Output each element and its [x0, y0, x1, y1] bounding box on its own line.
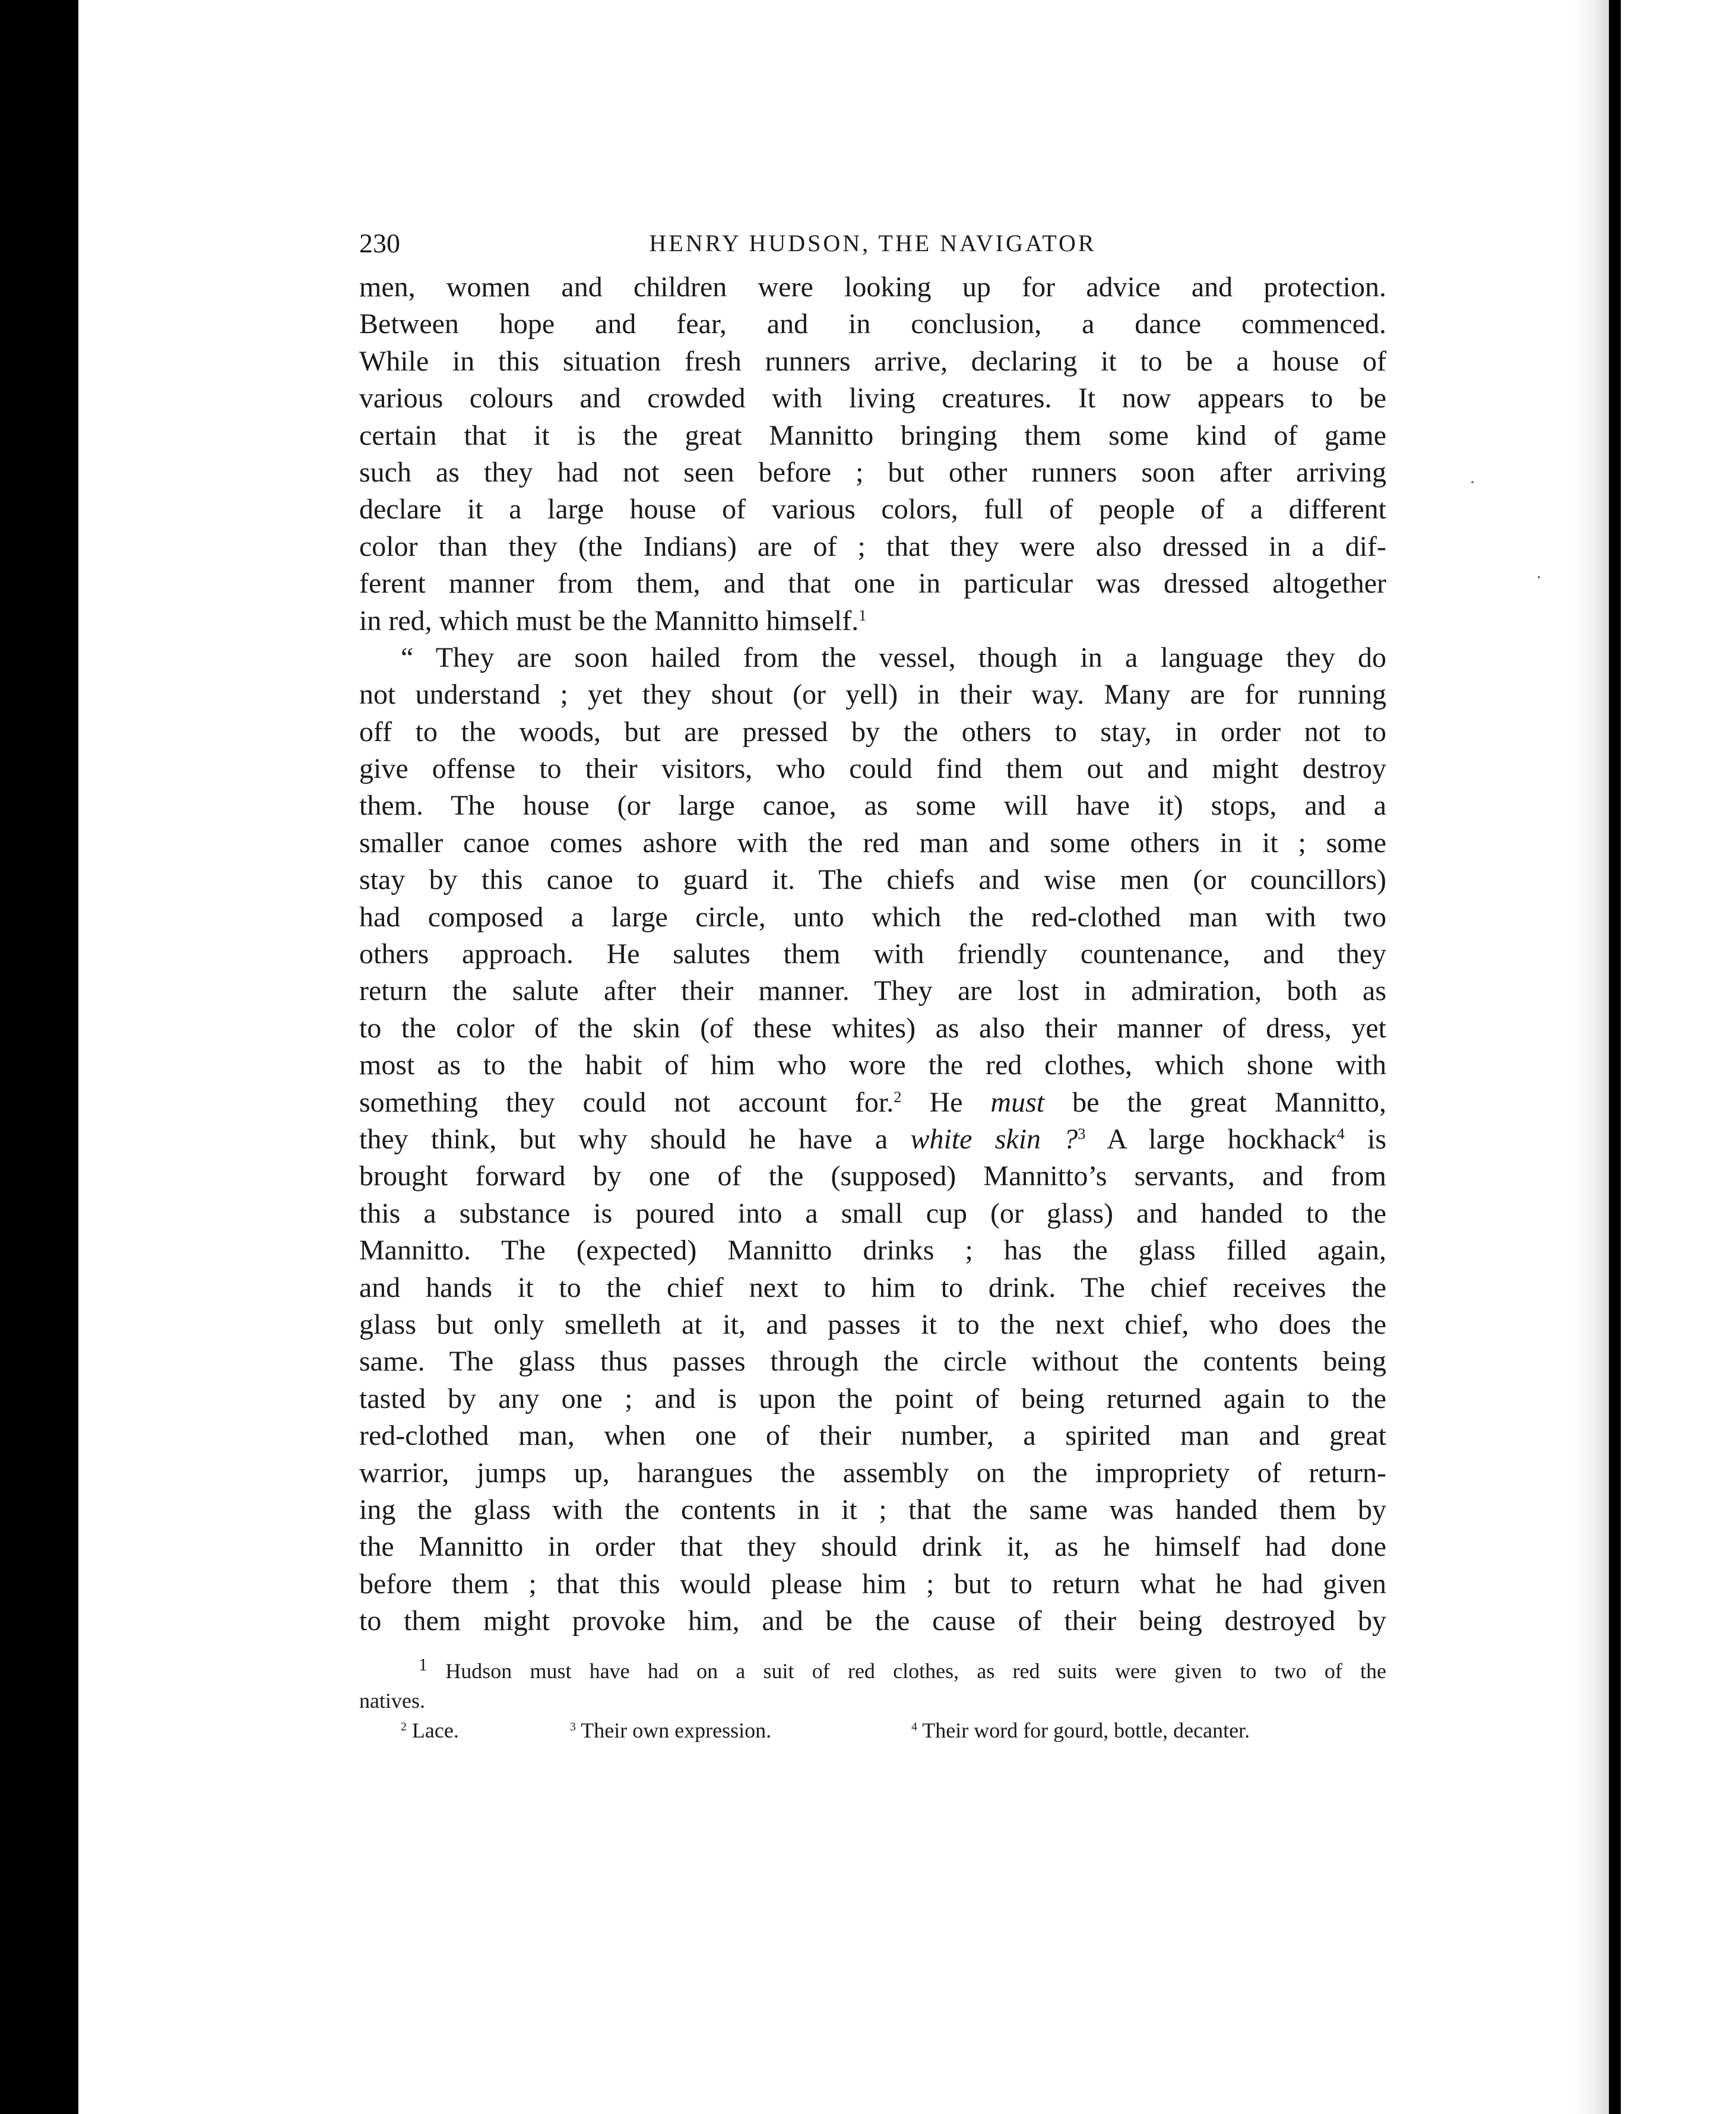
text-line-with-note — [359, 603, 1386, 640]
text-line: such as they had not seen before ; but other runners soon after arriving — [359, 456, 1386, 488]
text-line: Mannitto. The (expected) Mannitto drinks ; has the glass filled again, — [359, 1235, 1386, 1267]
text-line: men, women and children were looking up for advice and protection. — [359, 271, 1386, 303]
running-title: HENRY HUDSON, THE NAVIGATOR — [649, 230, 1097, 257]
footnote-text: Their word for gourd, bottle, decanter. — [922, 1719, 1250, 1743]
running-head — [359, 223, 1386, 264]
text-segment: something they could not account for. — [359, 1086, 894, 1118]
text-line: Between hope and fear, and in conclusion, a dance commenced. — [359, 308, 1386, 340]
footnote-2 — [401, 1716, 459, 1745]
italic-phrase: white skin ? — [910, 1123, 1078, 1155]
text-line: others approach. He salutes them with friendly countenance, and they — [359, 938, 1386, 970]
text-line: not understand ; yet they shout (or yell) in their way. Many are for running — [359, 679, 1386, 711]
text-line: red-clothed man, when one of their number, a spirited man and great — [359, 1420, 1386, 1452]
page-number: 230 — [359, 228, 400, 258]
footnote-1-continued: natives. — [359, 1689, 425, 1713]
text-line: warrior, jumps up, harangues the assembly on the impropriety of return- — [359, 1457, 1386, 1489]
text-line: to them might provoke him, and be the cause of their being destroyed by — [359, 1605, 1386, 1637]
text-line: certain that it is the great Mannitto bringing them some kind of game — [359, 419, 1386, 451]
text-line: before them ; that this would please him ; but to return what he had given — [359, 1568, 1386, 1600]
footnote-marker-4: 4 — [911, 1720, 917, 1734]
text-segment: in red, which must be the Mannitto himself. — [359, 605, 859, 637]
footnote-4 — [911, 1716, 1250, 1745]
footnote-ref-2: 2 — [894, 1087, 902, 1106]
text-line: them. The house (or large canoe, as some will have it) stops, and a — [359, 790, 1386, 822]
scan-speck — [1538, 576, 1540, 578]
footnote-marker-2: 2 — [401, 1720, 407, 1734]
text-line: brought forward by one of the (supposed) Mannitto’s servants, and from — [359, 1160, 1386, 1192]
text-line: had composed a large circle, unto which the red-clothed man with two — [359, 901, 1386, 933]
book-gutter — [1609, 0, 1621, 2114]
text-line-with-note — [359, 1121, 1386, 1158]
page-content — [359, 223, 1386, 1745]
text-line: tasted by any one ; and is upon the point of being returned again to the — [359, 1382, 1386, 1414]
footnote-marker-3: 3 — [570, 1720, 576, 1734]
text-line: While in this situation fresh runners arrive, declaring it to be a house of — [359, 345, 1386, 377]
text-line: off to the woods, but are pressed by the others to stay, in order not to — [359, 716, 1386, 748]
body-text — [359, 269, 1386, 1640]
text-line: ferent manner from them, and that one in particular was dressed altogether — [359, 568, 1386, 600]
footnote-marker-1: 1 — [419, 1655, 427, 1675]
text-line: most as to the habit of him who wore the red clothes, which shone with — [359, 1049, 1386, 1081]
text-segment: they think, but why should he have a — [359, 1123, 888, 1155]
text-line: this a substance is poured into a small cup (or glass) and handed to the — [359, 1197, 1386, 1229]
text-line: color than they (the Indians) are of ; that they were also dressed in a dif- — [359, 530, 1386, 562]
paragraph-start-line: “ They are soon hailed from the vessel, though in a language they do — [401, 641, 1386, 673]
footnote-ref-1: 1 — [859, 606, 867, 624]
footnote-3 — [570, 1716, 771, 1745]
footnote-text: Lace. — [411, 1719, 459, 1743]
text-segment: is — [1367, 1123, 1387, 1155]
text-line: return the salute after their manner. They are lost in admiration, both as — [359, 975, 1386, 1007]
italic-word: must — [990, 1086, 1045, 1118]
text-line: the Mannitto in order that they should drink it, as he himself had done — [359, 1531, 1386, 1563]
footnote-row — [359, 1716, 1386, 1745]
text-segment: be the great Mannitto, — [1072, 1086, 1387, 1118]
text-line: glass but only smelleth at it, and passes it to the next chief, who does the — [359, 1308, 1386, 1340]
text-line-with-note — [359, 1084, 1386, 1121]
text-line: same. The glass thus passes through the circle without the contents being — [359, 1346, 1386, 1378]
footnotes — [359, 1650, 1386, 1745]
text-segment: A large hockhack — [1107, 1123, 1337, 1155]
scan-speck — [1471, 481, 1474, 483]
text-line: smaller canoe comes ashore with the red man and some others in it ; some — [359, 827, 1386, 859]
text-line: and hands it to the chief next to him to drink. The chief receives the — [359, 1271, 1386, 1303]
footnote-1 — [359, 1650, 1386, 1686]
text-line: give offense to their visitors, who could find them out and might destroy — [359, 753, 1386, 785]
footnote-ref-3: 3 — [1078, 1125, 1086, 1143]
footnote-text: Their own expression. — [581, 1719, 772, 1743]
text-segment: He — [929, 1086, 963, 1118]
text-line: various colours and crowded with living creatures. It now appears to be — [359, 382, 1386, 414]
page-edge-shadow — [1573, 0, 1609, 2114]
text-line: to the color of the skin (of these whites) as also their manner of dress, yet — [359, 1012, 1386, 1044]
text-line: stay by this canoe to guard it. The chiefs and wise men (or councillors) — [359, 864, 1386, 896]
footnote-text: Hudson must have had on a suit of red clothes, as red suits were given to two of the — [445, 1659, 1387, 1683]
facing-page-edge — [1621, 0, 1736, 2114]
footnote-ref-4: 4 — [1336, 1125, 1345, 1143]
text-line: declare it a large house of various colors, full of people of a different — [359, 493, 1386, 526]
text-line: ing the glass with the contents in it ; that the same was handed them by — [359, 1493, 1386, 1526]
